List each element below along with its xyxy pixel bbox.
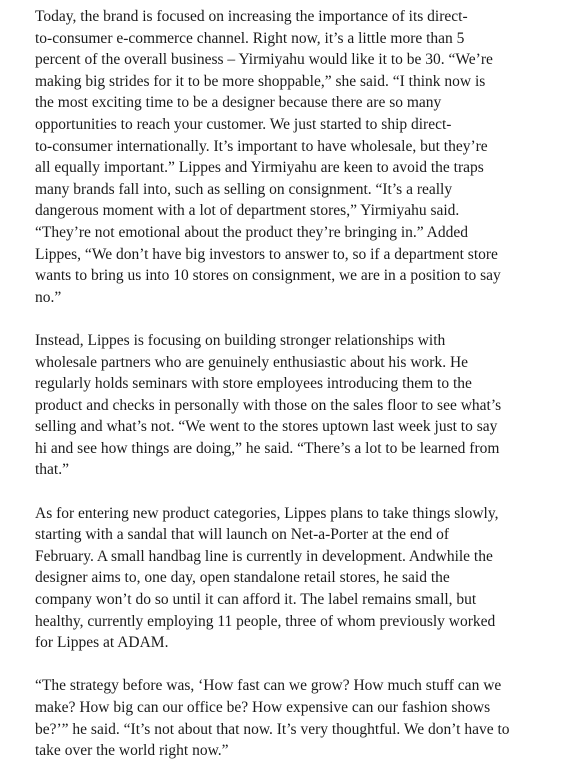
text-line: designer aims to, one day, open standalone retail stores, he said the bbox=[35, 569, 450, 587]
paragraph-2 bbox=[35, 330, 555, 481]
text-line: “They’re not emotional about the product they’re bringing in.” Added bbox=[35, 223, 469, 241]
text-line: all equally important.” Lippes and Yirmiyahu are keen to avoid the traps bbox=[35, 159, 484, 177]
text-line: percent of the overall business – Yirmiyahu would like it to be 30. “We’re bbox=[35, 51, 493, 69]
text-line: product and checks in personally with those on the sales floor to see what’s bbox=[35, 396, 502, 414]
paragraph-3 bbox=[35, 503, 555, 654]
text-line: for Lippes at ADAM. bbox=[35, 634, 169, 652]
text-line: no.” bbox=[35, 288, 62, 306]
text-line: Today, the brand is focused on increasing the importance of its direct- bbox=[35, 8, 468, 25]
text-line: that.” bbox=[35, 461, 69, 479]
text-line: healthy, currently employing 11 people, three of whom previously worked bbox=[35, 612, 496, 630]
text-line: the most exciting time to be a designer because there are so many bbox=[35, 94, 442, 112]
text-line: wholesale partners who are genuinely enthusiastic about his work. He bbox=[35, 353, 469, 371]
text-line: selling and what’s not. “We went to the stores uptown last week just to say bbox=[35, 418, 498, 436]
text-line: As for entering new product categories, Lippes plans to take things slowly, bbox=[35, 504, 499, 522]
text-line: Lippes, “We don’t have big investors to answer to, so if a department store bbox=[35, 245, 498, 263]
article-body bbox=[35, 6, 555, 783]
text-line: starting with a sandal that will launch on Net-a-Porter at the end of bbox=[35, 526, 450, 544]
text-line: Instead, Lippes is focusing on building stronger relationships with bbox=[35, 331, 446, 349]
text-line: be?’” he said. “It’s not about that now. It’s very thoughtful. We don’t have to bbox=[35, 720, 510, 738]
text-line: to-consumer e-commerce channel. Right now, it’s a little more than 5 bbox=[35, 29, 465, 47]
text-line: making big strides for it to be more shoppable,” she said. “I think now is bbox=[35, 72, 486, 90]
text-line: regularly holds seminars with store employees introducing them to the bbox=[35, 375, 472, 393]
paragraph-1 bbox=[35, 6, 555, 308]
text-line: take over the world right now.” bbox=[35, 742, 229, 760]
text-line: “The strategy before was, ‘How fast can we grow? How much stuff can we bbox=[35, 677, 502, 695]
text-line: many brands fall into, such as selling on consignment. “It’s a really bbox=[35, 180, 453, 198]
paragraph-4 bbox=[35, 675, 555, 761]
text-line: opportunities to reach your customer. We just started to ship direct- bbox=[35, 115, 452, 133]
text-line: dangerous moment with a lot of department stores,” Yirmiyahu said. bbox=[35, 202, 460, 220]
text-line: hi and see how things are doing,” he said. “There’s a lot to be learned from bbox=[35, 439, 500, 457]
text-line: to-consumer internationally. It’s important to have wholesale, but they’re bbox=[35, 137, 488, 155]
text-line: February. A small handbag line is currently in development. Andwhile the bbox=[35, 547, 493, 565]
text-line: wants to bring us into 10 stores on consignment, we are in a position to say bbox=[35, 267, 501, 285]
text-line: company won’t do so until it can afford it. The label remains small, but bbox=[35, 591, 477, 609]
text-line: make? How big can our office be? How expensive can our fashion shows bbox=[35, 699, 491, 716]
